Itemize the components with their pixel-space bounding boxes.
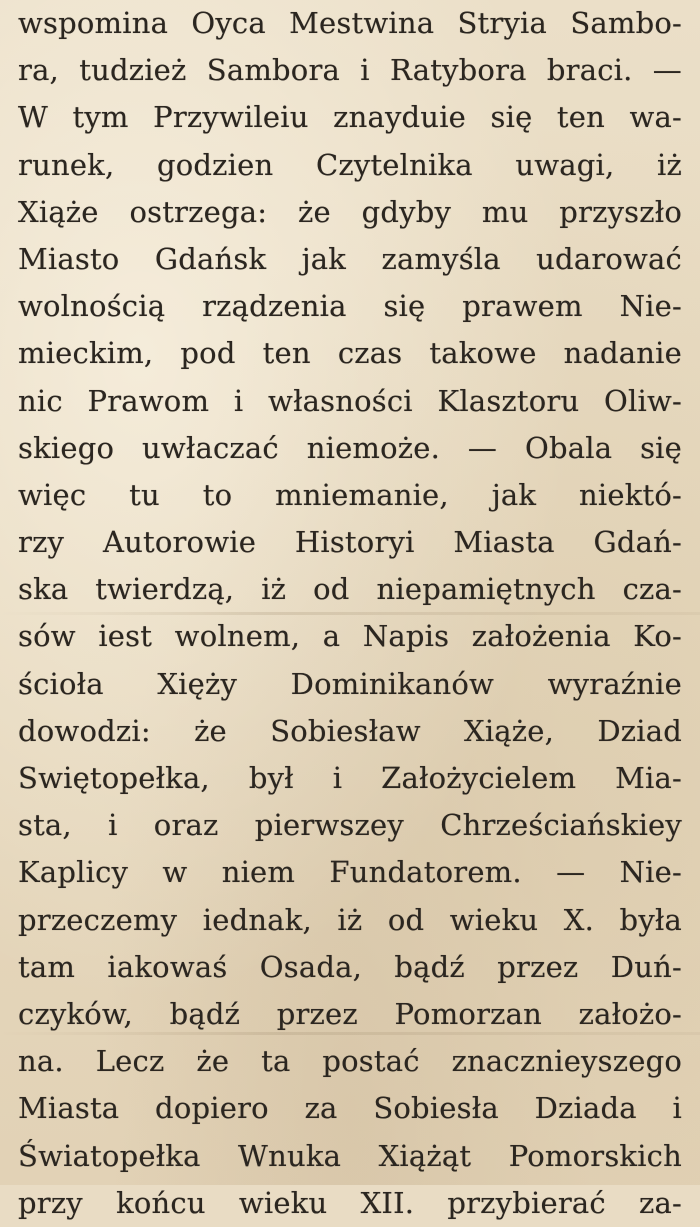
text-line: mieckim, pod ten czas takowe nadanie: [18, 336, 682, 371]
text-line: na. Lecz że ta postać znacznieyszego: [18, 1044, 682, 1079]
text-line: sta, i oraz pierwszey Chrześciańskiey: [18, 808, 682, 843]
text-line: wspomina Oyca Mestwina Stryia Sambo-: [18, 6, 682, 40]
text-line: Miasta dopiero za Sobiesła Dziada i: [18, 1091, 682, 1126]
text-line: wolnością rządzenia się prawem Nie-: [18, 289, 682, 324]
text-line: ścioła Xięży Dominikanów wyraźnie: [18, 666, 682, 701]
text-line: czyków, bądź przez Pomorzan założo-: [18, 996, 682, 1031]
text-line: Kaplicy w niem Fundatorem. — Nie-: [18, 855, 682, 890]
text-line: tam iakowaś Osada, bądź przez Duń-: [18, 949, 682, 984]
text-line: Swiętopełka, był i Założycielem Mia-: [18, 761, 682, 795]
body-text: [18, 0, 682, 1227]
text-line: nic Prawom i własności Klasztoru Oliw-: [18, 383, 682, 418]
text-line: Miasto Gdańsk jak zamyśla udarować: [18, 241, 682, 276]
text-line: Światopełka Wnuka Xiążąt Pomorskich: [18, 1138, 682, 1173]
text-line: więc tu to mniemanie, jak niektó-: [18, 477, 682, 512]
text-line: rzy Autorowie Historyi Miasta Gdań-: [18, 525, 682, 560]
text-line: przy końcu wieku XII. przybierać za-: [18, 1185, 682, 1220]
text-line: przeczemy iednak, iż od wieku X. była: [18, 902, 682, 937]
text-line: runek, godzien Czytelnika uwagi, iż: [18, 147, 682, 182]
text-line: W tym Przywileiu znayduie się ten wa-: [18, 100, 682, 135]
text-line: sów iest wolnem, a Napis założenia Ko-: [18, 619, 682, 654]
text-line: ska twierdzą, iż od niepamiętnych cza-: [18, 572, 682, 607]
text-line: ra, tudzież Sambora i Ratybora braci. —: [18, 53, 682, 88]
text-line: skiego uwłaczać niemoże. — Obala się: [18, 430, 682, 465]
text-line: Xiąże ostrzega: że gdyby mu przyszło: [18, 194, 682, 229]
text-line: dowodzi: że Sobiesław Xiąże, Dziad: [18, 713, 682, 748]
